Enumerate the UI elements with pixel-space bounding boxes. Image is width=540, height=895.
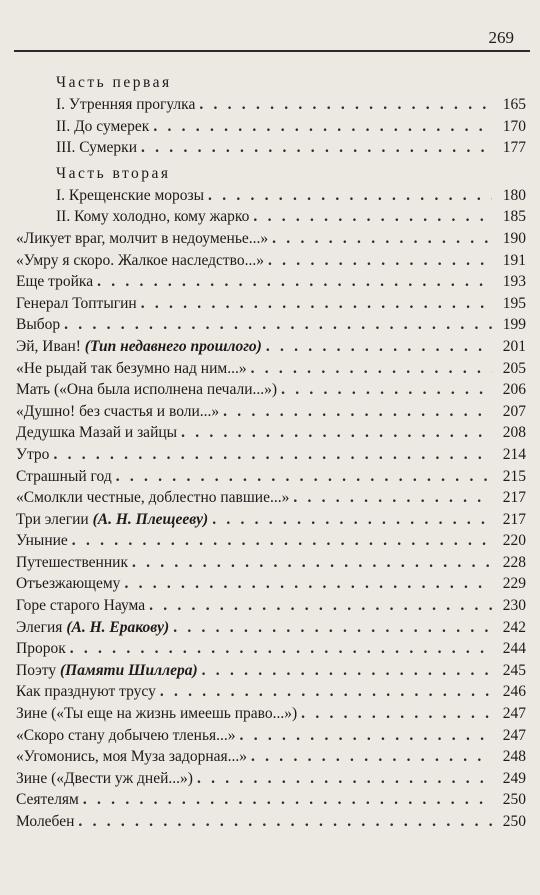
toc-entry (16, 660, 526, 682)
toc-entry (16, 617, 526, 639)
dot-leader (83, 789, 492, 811)
toc-entry (16, 293, 526, 315)
entry-page-number: 250 (502, 791, 526, 809)
entry-title (56, 185, 204, 207)
entry-dedication: (А. Н. Плещееву) (92, 510, 209, 528)
entry-title-text: II. До сумерек (56, 117, 150, 135)
entry-title-text: «Душно! без счастья и воли...» (16, 402, 220, 420)
entry-title (16, 422, 177, 444)
dot-leader (293, 487, 492, 509)
dot-leader (153, 116, 492, 138)
toc-entry (16, 358, 526, 380)
entry-title-text: Зине («Двести уж дней...») (16, 769, 193, 787)
dot-leader (208, 185, 492, 207)
dot-leader (64, 314, 492, 336)
entry-title (16, 401, 219, 423)
entry-title-text: Отъезжающему (16, 575, 121, 593)
entry-title-text: «Не рыдай так безумно над ним...» (16, 359, 247, 377)
entry-page-number: 229 (502, 575, 526, 593)
entry-title (16, 530, 68, 552)
header-rule (14, 50, 530, 52)
toc-entry (16, 466, 526, 488)
toc-entry (16, 552, 526, 574)
entry-title (56, 137, 137, 159)
toc-entry (16, 422, 526, 444)
entry-page-number: 208 (502, 424, 526, 442)
entry-title-text: Мать («Она была исполнена печали...») (16, 381, 278, 399)
entry-title-text: «Скоро стану добычею тленья...» (16, 726, 236, 744)
entry-page-number: 249 (502, 769, 526, 787)
dot-leader (281, 379, 492, 401)
entry-title (16, 293, 137, 315)
entry-title (16, 466, 112, 488)
entry-title-text: Поэту (16, 661, 57, 679)
toc-entry (16, 336, 526, 358)
entry-title-text: Еще тройка (16, 273, 94, 291)
entry-title (16, 228, 268, 250)
toc-entry (16, 271, 526, 293)
entry-title (56, 116, 149, 138)
entry-title-text: Дедушка Мазай и зайцы (16, 424, 178, 442)
entry-title-text: Горе старого Наума (16, 597, 146, 615)
entry-title (16, 444, 49, 466)
dot-leader (240, 725, 492, 747)
entry-page-number: 230 (502, 597, 526, 615)
entry-title (16, 358, 247, 380)
entry-title-text: Молебен (16, 813, 75, 830)
entry-page-number: 165 (502, 96, 526, 113)
entry-title (16, 271, 93, 293)
entry-page-number: 177 (502, 139, 526, 157)
dot-leader (116, 466, 492, 488)
entry-page-number: 190 (502, 229, 526, 247)
entry-page-number: 201 (502, 337, 526, 355)
entry-title-text: II. Кому холодно, кому жарко (56, 208, 250, 226)
entry-title-text: Пророк (16, 640, 66, 658)
entry-dedication: (Памяти Шиллера) (59, 661, 198, 679)
toc-entry (16, 638, 526, 660)
entry-page-number: 215 (502, 467, 526, 485)
entry-page-number: 191 (502, 251, 526, 269)
entry-title-text: Три элегии (16, 510, 89, 528)
dot-leader (301, 703, 492, 725)
section-heading: Часть вторая (56, 164, 171, 182)
entry-page-number: 220 (502, 532, 526, 550)
dot-leader (70, 638, 492, 660)
entry-title-text: Генерал Топтыгин (16, 294, 137, 312)
toc-entry (16, 703, 526, 725)
entry-title-text: Страшный год (16, 467, 112, 485)
dot-leader (141, 293, 492, 315)
toc-entry (16, 811, 526, 833)
toc-subentry (16, 116, 526, 138)
entry-title-text: «Умру я скоро. Жалкое наследство...» (16, 251, 264, 269)
entry-title (16, 789, 79, 811)
dot-leader (149, 595, 492, 617)
dot-leader (124, 573, 492, 595)
dot-leader (202, 660, 492, 682)
dot-leader (141, 137, 492, 159)
entry-page-number: 228 (502, 553, 526, 571)
entry-page-number: 199 (502, 316, 526, 334)
entry-dedication: (А. Н. Еракову) (66, 618, 170, 636)
page-number: 269 (488, 28, 514, 47)
entry-title (16, 617, 169, 639)
entry-title (16, 681, 156, 703)
toc-entry (16, 725, 526, 747)
entry-title (16, 573, 120, 595)
dot-leader (181, 422, 492, 444)
entry-page-number: 205 (502, 359, 526, 377)
entry-title-text: I. Крещенские морозы (56, 186, 205, 204)
toc-entry (16, 487, 526, 509)
dot-leader (160, 681, 492, 703)
entry-title-text: Утро (16, 445, 50, 463)
entry-page-number: 193 (502, 273, 526, 291)
entry-title (16, 703, 297, 725)
toc-subentry (16, 206, 526, 228)
dot-leader (251, 746, 492, 768)
toc-entry (16, 314, 526, 336)
entry-page-number: 206 (502, 381, 526, 399)
entry-page-number: 214 (502, 445, 526, 463)
entry-title (16, 250, 264, 272)
toc-entry (16, 746, 526, 768)
entry-title (16, 314, 60, 336)
entry-title-text: «Ликует враг, молчит в недоуменье...» (16, 229, 269, 247)
entry-title (16, 487, 289, 509)
entry-title (16, 746, 247, 768)
toc-subentry (16, 137, 526, 159)
entry-title-text: «Смолкли честные, доблестно павшие...» (16, 489, 290, 507)
dot-leader (253, 206, 492, 228)
entry-page-number: 180 (502, 186, 526, 204)
dot-leader (212, 509, 492, 531)
entry-title-text: Эй, Иван! (16, 337, 81, 355)
entry-dedication: (Тип недавнего прошлого) (84, 337, 262, 355)
dot-leader (268, 250, 492, 272)
entry-page-number: 242 (502, 618, 526, 636)
entry-title-text: Зине («Ты еще на жизнь имеешь право...») (16, 705, 298, 723)
entry-title (16, 336, 262, 358)
entry-page-number: 217 (502, 489, 526, 507)
dot-leader (266, 336, 492, 358)
toc-entry (16, 509, 526, 531)
toc-entry (16, 789, 526, 811)
entry-title (16, 660, 198, 682)
entry-page-number: 245 (502, 661, 526, 679)
toc-entry (16, 768, 526, 790)
entry-title (16, 379, 277, 401)
entry-page-number: 217 (502, 510, 526, 528)
dot-leader (53, 444, 492, 466)
entry-title (16, 552, 128, 574)
dot-leader (197, 768, 492, 790)
entry-title-text: «Угомонись, моя Муза задорная...» (16, 748, 247, 766)
entry-title-text: III. Сумерки (56, 139, 137, 157)
entry-page-number: 248 (502, 748, 526, 766)
toc-subentry (16, 94, 526, 116)
entry-title (16, 595, 145, 617)
entry-title (56, 94, 195, 116)
entry-title-text: Элегия (16, 618, 63, 636)
entry-title-text: Сеятелям (16, 791, 79, 809)
entry-title-text: Выбор (16, 316, 61, 334)
dot-leader (97, 271, 492, 293)
entry-title (16, 725, 236, 747)
entry-title (16, 638, 66, 660)
entry-page-number: 207 (502, 402, 526, 420)
entry-title (16, 811, 74, 833)
toc-entry (16, 681, 526, 703)
toc-entry (16, 595, 526, 617)
entry-title-text: Как празднуют трусу (16, 683, 156, 701)
toc-entry (16, 250, 526, 272)
toc-entry (16, 228, 526, 250)
entry-page-number: 244 (502, 640, 526, 658)
dot-leader (223, 401, 492, 423)
entry-page-number: 170 (502, 117, 526, 135)
dot-leader (173, 617, 492, 639)
entry-title-text: I. Утренняя прогулка (56, 96, 196, 113)
entry-page-number: 250 (502, 813, 526, 830)
dot-leader (132, 552, 492, 574)
dot-leader (72, 530, 492, 552)
toc-entry (16, 573, 526, 595)
section-heading: Часть первая (56, 74, 172, 91)
toc-entry (16, 444, 526, 466)
dot-leader (272, 228, 492, 250)
entry-title (56, 206, 249, 228)
dot-leader (251, 358, 492, 380)
entry-page-number: 247 (502, 705, 526, 723)
entry-title (16, 768, 193, 790)
entry-page-number: 246 (502, 683, 526, 701)
table-of-contents (16, 72, 526, 833)
toc-entry (16, 530, 526, 552)
entry-page-number: 185 (502, 208, 526, 226)
entry-title-text: Уныние (16, 532, 68, 550)
entry-title (16, 509, 208, 531)
entry-page-number: 195 (502, 294, 526, 312)
dot-leader (199, 94, 492, 116)
toc-subentry (16, 185, 526, 207)
entry-page-number: 247 (502, 726, 526, 744)
toc-entry (16, 379, 526, 401)
toc-entry (16, 401, 526, 423)
entry-title-text: Путешественник (16, 553, 128, 571)
dot-leader (78, 811, 492, 833)
